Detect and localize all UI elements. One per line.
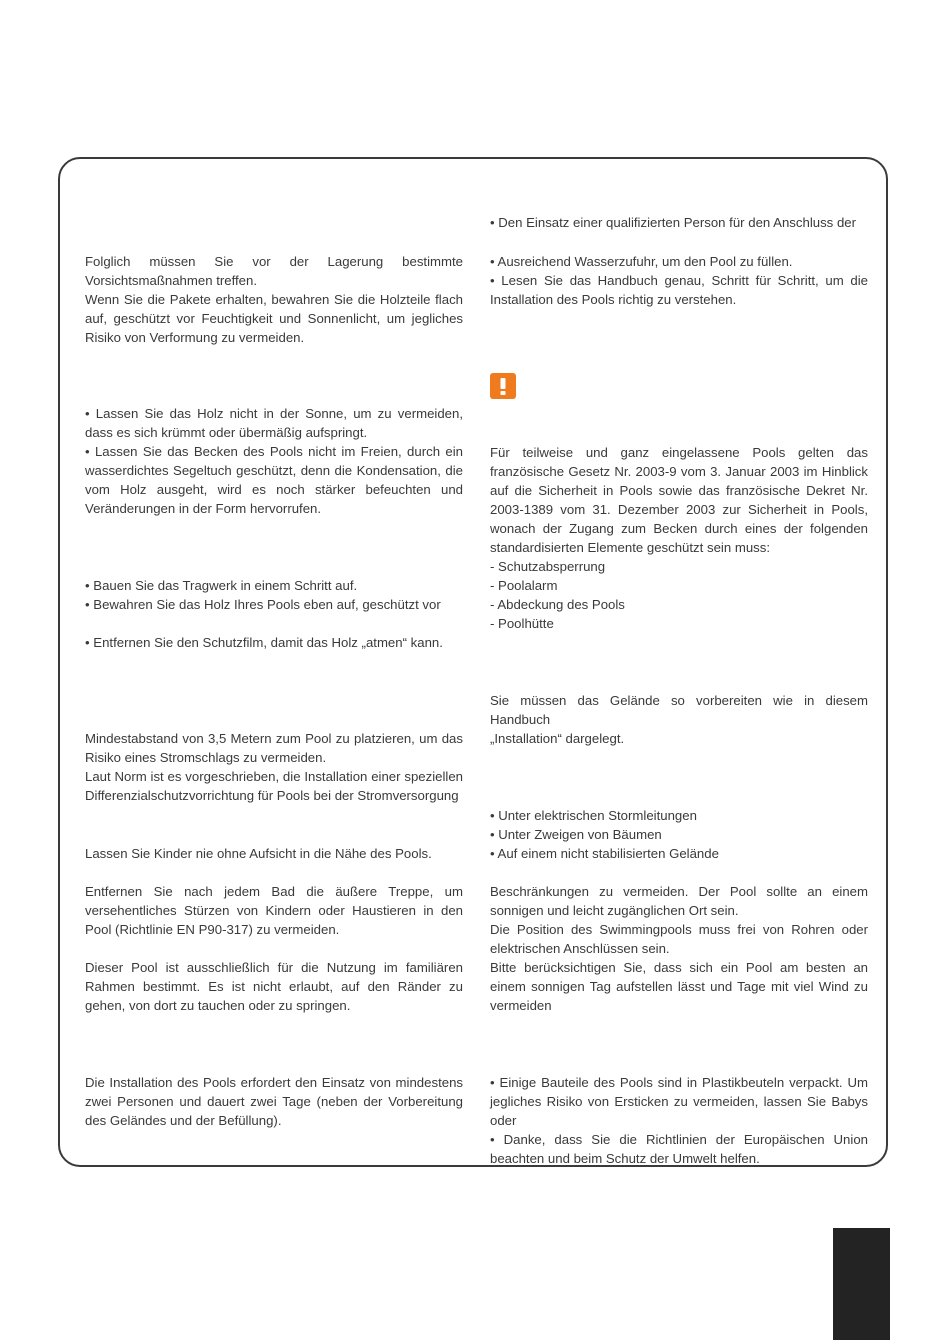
avoid-bullet-3: • Auf einem nicht stabilisierten Gelände (490, 846, 719, 861)
stairs-note: Entfernen Sie nach jedem Bad die äußere Treppe, um versehentliches Stürzen von Kindern oder Haustieren in den Pool (Richtlinie EN P90-317) zu vermeiden. (85, 884, 463, 937)
law-item-1: - Schutzabsperrung (490, 559, 606, 574)
assembly-bullet-3: • Entfernen Sie den Schutzfilm, damit das Holz „atmen“ kann. (85, 635, 443, 650)
family-use-note: Dieser Pool ist ausschließlich für die Nutzung im familiären Rahmen bestimmt. Es ist nicht erlaubt, auf den Ränder zu gehen, von dort zu tauchen oder zu springen. (85, 960, 463, 1013)
children-warning: Lassen Sie Kinder nie ohne Aufsicht in die Nähe des Pools. (85, 846, 432, 861)
requirement-2: • Ausreichend Wasserzufuhr, um den Pool zu füllen. (490, 254, 793, 269)
installation-note: Die Installation des Pools erfordert den Einsatz von mindestens zwei Personen und dauert zwei Tage (neben der Vorbereitung des Geländes und der Befüllung). (85, 1075, 463, 1128)
eu-note: • Danke, dass Sie die Richtlinien der Europäischen Union beachten und beim Schutz der Umwelt helfen. (490, 1132, 868, 1166)
storage-intro-1: Folglich müssen Sie vor der Lagerung bestimmte Vorsichtsmaßnahmen treffen. (85, 254, 463, 288)
location-1: Beschränkungen zu vermeiden. Der Pool sollte an einem sonnigen und leicht zugänglichen Ort sein. (490, 884, 868, 918)
law-item-4: - Poolhütte (490, 616, 554, 631)
avoid-bullet-1: • Unter elektrischen Stormleitungen (490, 808, 697, 823)
plastic-warning: • Einige Bauteile des Pools sind in Plastikbeuteln verpackt. Um jegliches Risiko von Ersticken zu vermeiden, lassen Sie Babys oder (490, 1075, 868, 1128)
storage-intro-2: Wenn Sie die Pakete erhalten, bewahren Sie die Holzteile flach auf, geschützt vor Feuchtigkeit und Sonnenlicht, um jegliches Risiko von Verformung zu vermeiden. (85, 292, 463, 345)
page-tab (833, 1228, 890, 1340)
assembly-bullet-1: • Bauen Sie das Tragwerk in einem Schritt auf. (85, 578, 358, 593)
location-2: Die Position des Swimmingpools muss frei von Rohren oder elektrischen Anschlüssen sein. (490, 922, 868, 956)
requirement-3: • Lesen Sie das Handbuch genau, Schritt für Schritt, um die Installation des Pools richtig zu verstehen. (490, 273, 868, 307)
law-item-2: - Poolalarm (490, 578, 558, 593)
site-prep-text-2: „Installation“ dargelegt. (490, 731, 625, 746)
avoid-bullet-2: • Unter Zweigen von Bäumen (490, 827, 662, 842)
storage-bullet-1: • Lassen Sie das Holz nicht in der Sonne, um zu vermeiden, dass es sich krümmt oder übermäßig aufspringt. (85, 406, 463, 440)
assembly-bullet-2: • Bewahren Sie das Holz Ihres Pools eben auf, geschützt vor (85, 597, 441, 612)
location-3: Bitte berücksichtigen Sie, dass sich ein Pool am besten an einem sonnigen Tag aufstellen lässt und Tage mit viel Wind zu vermeiden (490, 960, 868, 1013)
exclamation-icon (490, 373, 516, 399)
electrical-2: Laut Norm ist es vorgeschrieben, die Installation einer speziellen Differenzialschutzvorrichtung für Pools bei der Stromversorgung (85, 769, 463, 803)
law-text: Für teilweise und ganz eingelassene Pools gelten das französische Gesetz Nr. 2003-9 vom 3. Januar 2003 im Hinblick auf die Sicherheit in Pools sowie das französische Dekret Nr. 2003-1389 vom 31. Dezember 2003 zur Sicherheit in Pools, wonach der Zugang zum Becken durch eines der folgenden standardisierten Elemente geschützt sein muss: (490, 445, 868, 555)
electrical-1: Mindestabstand von 3,5 Metern zum Pool zu platzieren, um das Risiko eines Stromschlags zu vermeiden. (85, 731, 463, 765)
law-item-3: - Abdeckung des Pools (490, 597, 625, 612)
requirement-1: • Den Einsatz einer qualifizierten Person für den Anschluss der (490, 215, 857, 230)
site-prep-text: Sie müssen das Gelände so vorbereiten wie in diesem Handbuch (490, 693, 868, 727)
storage-bullet-2: • Lassen Sie das Becken des Pools nicht im Freien, durch ein wasserdichtes Segeltuch geschützt, denn die Kondensation, die vom Holz ausgeht, wird es noch stärker befeuchten und Veränderungen in der Form hervorrufen. (85, 444, 463, 516)
